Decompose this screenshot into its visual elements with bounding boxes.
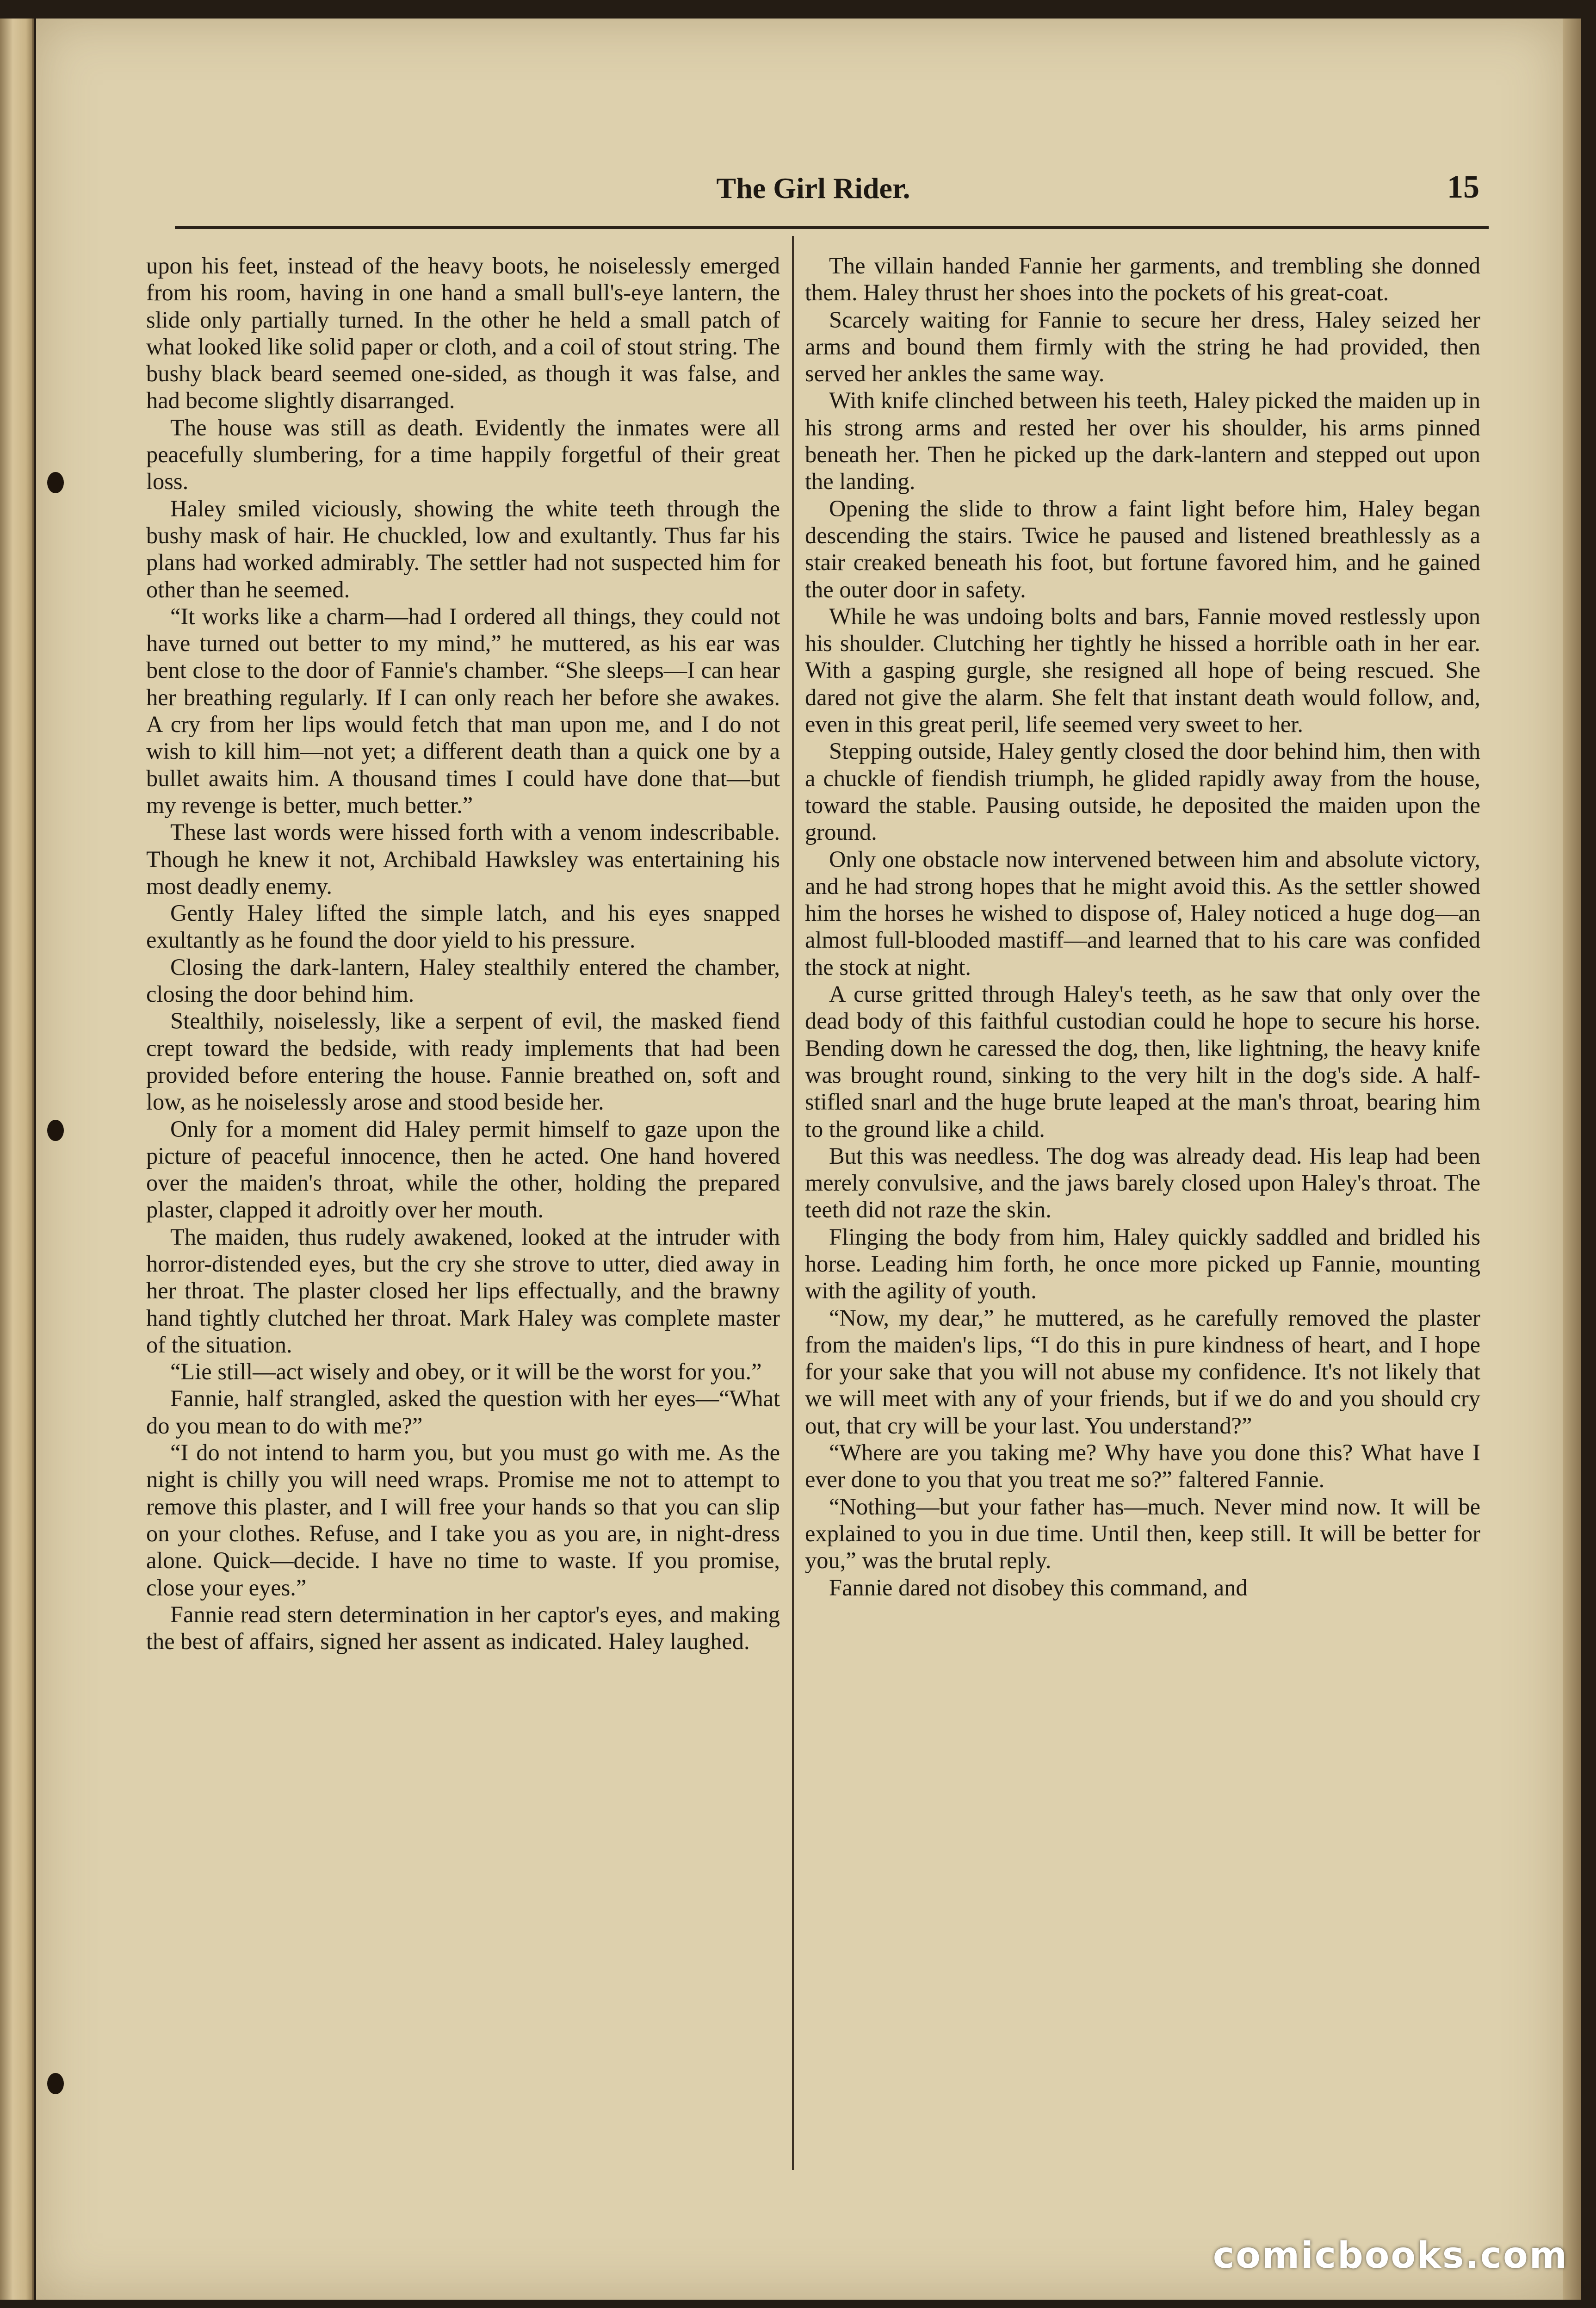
paragraph: A curse gritted through Haley's teeth, as he saw that only over the dead body of this faithful custodian could he hope to secure his horse. Bending down he caressed the dog, then, like lightning, the heavy knife was brought round, sinking to the very hilt in the dog's side. A half-stifled snarl and the huge brute leaped at the man's throat, bearing him to the ground like a child. <box>805 981 1480 1142</box>
paragraph: “Lie still—act wisely and obey, or it will be the worst for you.” <box>170 1359 762 1385</box>
paragraph: But this was needless. The dog was already dead. His leap had been merely convulsive, and the jaws barely closed upon Haley's throat. The teeth did not raze the skin. <box>805 1142 1480 1223</box>
page-number: 15 <box>1447 169 1479 205</box>
paragraph: upon his feet, instead of the heavy boots, he noiselessly emerged from his room, having in one hand a small bull's-eye lantern, the slide only partially turned. In the other he held a small patch of what looked like solid paper or cloth, and a coil of stout string. The bushy black beard seemed one-sided, as though it was false, and had become slightly disarranged. <box>146 253 780 414</box>
paragraph: With knife clinched between his teeth, Haley picked the maiden up in his strong arms and rested her over his shoulder, his arms pinned beneath her. Then he picked up the dark-lantern and stepped out upon the landing. <box>805 387 1480 495</box>
binding-hole <box>47 1120 64 1141</box>
left-text-column <box>146 252 780 2182</box>
paragraph: Only one obstacle now intervened between him and absolute victory, and he had strong hopes that he might avoid this. As the settler showed him the horses he wished to dispose of, Haley noticed a huge dog—an almost full-blooded mastiff—and learned that to his care was confided the stock at night. <box>805 846 1480 980</box>
left-page-edge <box>0 19 34 2300</box>
paragraph: The villain handed Fannie her garments, and trembling she donned them. Haley thrust her shoes into the pockets of his great-coat. <box>805 253 1480 306</box>
paragraph: The house was still as death. Evidently the inmates were all peacefully slumbering, for a time happily forgetful of their great loss. <box>146 414 780 495</box>
binding-hole <box>47 2073 64 2094</box>
paragraph: While he was undoing bolts and bars, Fannie moved restlessly upon his shoulder. Clutching her tightly he hissed a horrible oath in her ear. With a gasping gurgle, she resigned all hope of being rescued. She dared not give the alarm. She felt that instant death would follow, and, even in this great peril, life seemed very sweet to her. <box>805 603 1480 738</box>
paragraph: These last words were hissed forth with a venom indescribable. Though he knew it not, Archibald Hawksley was entertaining his most deadly enemy. <box>146 819 780 899</box>
paragraph: “Now, my dear,” he muttered, as he carefully removed the plaster from the maiden's lips, “I do this in pure kindness of heart, and I hope for your sake that you will not abuse my confidence. It's not likely that we will meet with any of your friends, but if we do and you should cry out, that cry will be your last. You understand?” <box>805 1304 1480 1439</box>
running-title: The Girl Rider. <box>716 172 910 205</box>
paragraph: Stepping outside, Haley gently closed the door behind him, then with a chuckle of fiendish triumph, he glided rapidly away from the house, toward the stable. Pausing outside, he deposited the maiden upon the ground. <box>805 738 1480 845</box>
paragraph: Only for a moment did Haley permit himself to gaze upon the picture of peaceful innocence, then he acted. One hand hovered over the maiden's throat, while the other, holding the prepared plaster, clapped it adroitly over her mouth. <box>146 1116 780 1223</box>
watermark: comicbooks.com <box>1212 2235 1568 2277</box>
paragraph: Opening the slide to throw a faint light before him, Haley began descending the stairs. Twice he paused and listened breathlessly as a stair creaked beneath his foot, but fortune favored him, and he gained the outer door in safety. <box>805 495 1480 602</box>
paragraph: Scarcely waiting for Fannie to secure her dress, Haley seized her arms and bound them firmly with the string he had provided, then served her ankles the same way. <box>805 306 1480 387</box>
binding-hole <box>47 472 64 493</box>
paragraph: “Where are you taking me? Why have you done this? What have I ever done to you that you treat me so?” faltered Fannie. <box>805 1439 1480 1493</box>
paragraph: Haley smiled viciously, showing the white teeth through the bushy mask of hair. He chuckled, low and exultantly. Thus far his plans had worked admirably. The settler had not suspected him for other than he seemed. <box>146 495 780 602</box>
paragraph: “It works like a charm—had I ordered all things, they could not have turned out better to my mind,” he muttered, as his ear was bent close to the door of Fannie's chamber. “She sleeps—I can hear her breathing regularly. If I can only reach her before she awakes. A cry from her lips would fetch that man upon me, and I do not wish to kill him—not yet; a different death than a quick one by a bullet awaits him. A thousand times I could have done that—but my revenge is better, much better.” <box>146 603 780 818</box>
right-page-edge <box>1563 19 1581 2300</box>
column-divider <box>792 236 794 2170</box>
book-page <box>36 19 1563 2300</box>
paragraph: Gently Haley lifted the simple latch, and his eyes snapped exultantly as he found the door yield to his pressure. <box>146 900 780 953</box>
paragraph: Stealthily, noiselessly, like a serpent of evil, the masked fiend crept toward the bedside, with ready implements that had been provided before entering the house. Fannie breathed on, soft and low, as he noiselessly arose and stood beside her. <box>146 1008 780 1115</box>
paragraph: Fannie read stern determination in her captor's eyes, and making the best of affairs, signed her assent as indicated. Haley laughed. <box>146 1601 780 1655</box>
header-rule <box>175 226 1489 229</box>
paragraph: The maiden, thus rudely awakened, looked at the intruder with horror-distended eyes, but the cry she strove to utter, died away in her throat. The plaster closed her lips effectually, and the brawny hand tightly clutched her throat. Mark Haley was complete master of the situation. <box>146 1223 780 1358</box>
paragraph: Fannie, half strangled, asked the question with her eyes—“What do you mean to do with me?” <box>146 1385 780 1439</box>
paragraph: Fannie dared not disobey this command, and <box>829 1574 1248 1601</box>
paragraph: Closing the dark-lantern, Haley stealthily entered the chamber, closing the door behind him. <box>146 954 780 1007</box>
paragraph: “Nothing—but your father has—much. Never mind now. It will be explained to you in due time. Until then, keep still. It will be better for you,” was the brutal reply. <box>805 1493 1480 1574</box>
page-header <box>36 19 1563 231</box>
paragraph: “I do not intend to harm you, but you must go with me. As the night is chilly you will need wraps. Promise me not to attempt to remove this plaster, and I will free your hands so that you can slip on your clothes. Refuse, and I take you as you are, in night-dress alone. Quick—decide. I have no time to waste. If you promise, close your eyes.” <box>146 1439 780 1601</box>
paragraph: Flinging the body from him, Haley quickly saddled and bridled his horse. Leading him forth, he once more picked up Fannie, mounting with the agility of youth. <box>805 1223 1480 1304</box>
right-text-column <box>805 252 1480 2182</box>
